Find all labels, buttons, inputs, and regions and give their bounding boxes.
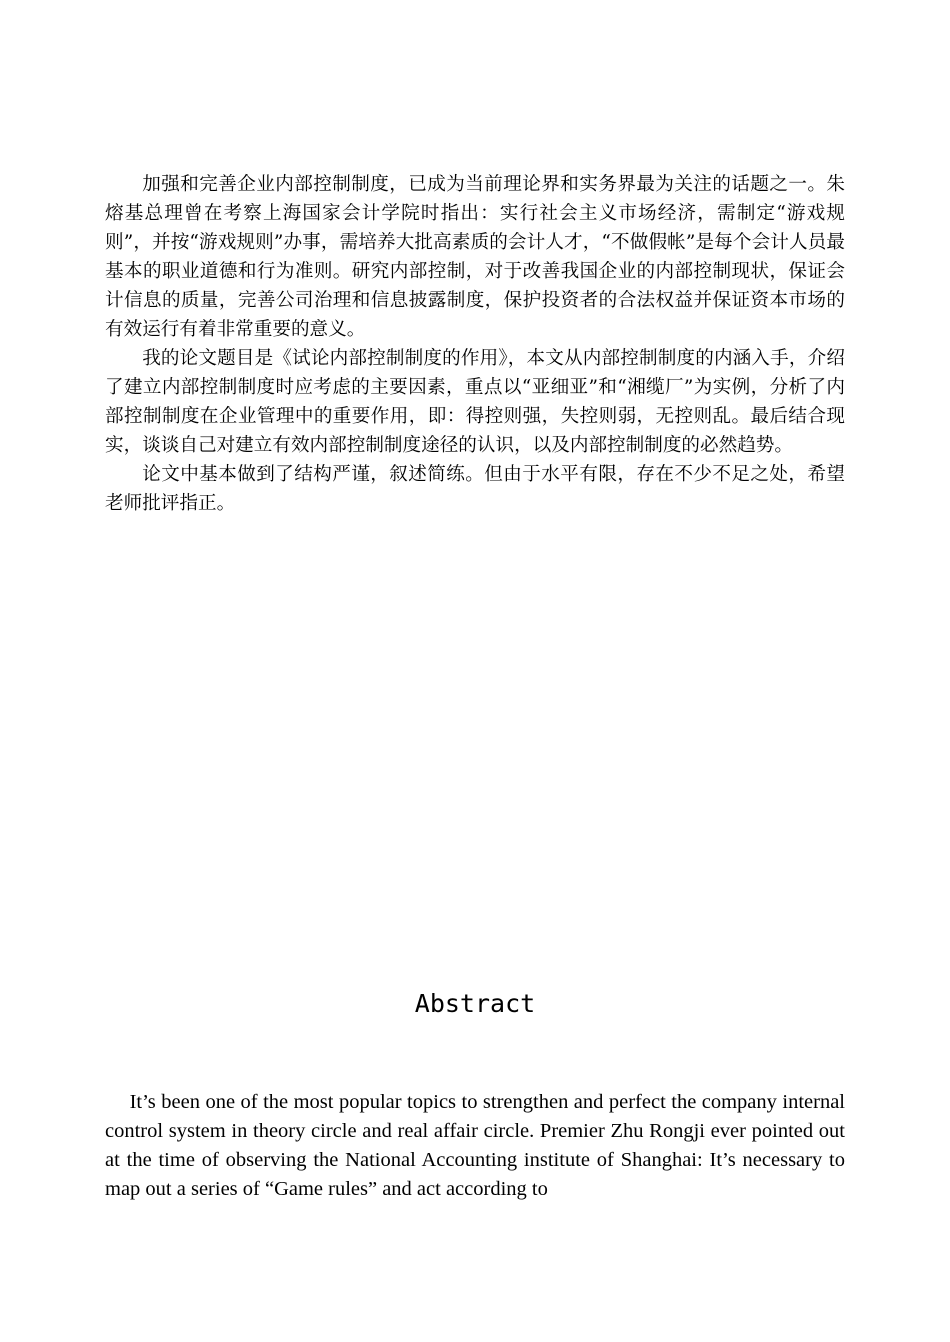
english-abstract-body: [105, 1088, 845, 1204]
english-paragraph-1: It’s been one of the most popular topics to strengthen and perfect the company internal control system in theory circle and real affair circle. Premier Zhu Rongji ever pointed out at the time of observing the National Accounting institute of Shanghai: It’s necessary to map out a series of “Game rules” and act according to: [105, 1091, 845, 1200]
chinese-abstract-body: [105, 170, 845, 518]
chinese-paragraph-1: 加强和完善企业内部控制制度，已成为当前理论界和实务界最为关注的话题之一。朱熔基总理曾在考察上海国家会计学院时指出：实行社会主义市场经济，需制定“游戏规则”，并按“游戏规则”办事，需培养大批高素质的会计人才，“不做假帐”是每个会计人员最基本的职业道德和行为准则。研究内部控制，对于改善我国企业的内部控制现状，保证会计信息的质量，完善公司治理和信息披露制度，保护投资者的合法权益并保证资本市场的有效运行有着非常重要的意义。: [105, 174, 845, 340]
chinese-paragraph-2: 我的论文题目是《试论内部控制制度的作用》，本文从内部控制制度的内涵入手，介绍了建立内部控制制度时应考虑的主要因素，重点以“亚细亚”和“湘缆厂”为实例，分析了内部控制制度在企业管理中的重要作用，即：得控则强，失控则弱，无控则乱。最后结合现实，谈谈自己对建立有效内部控制制度途径的认识，以及内部控制制度的必然趋势。: [105, 348, 845, 456]
abstract-heading: Abstract: [414, 989, 536, 1018]
chinese-paragraph-3: 论文中基本做到了结构严谨，叙述简练。但由于水平有限，存在不少不足之处，希望老师批评指正。: [105, 464, 845, 514]
